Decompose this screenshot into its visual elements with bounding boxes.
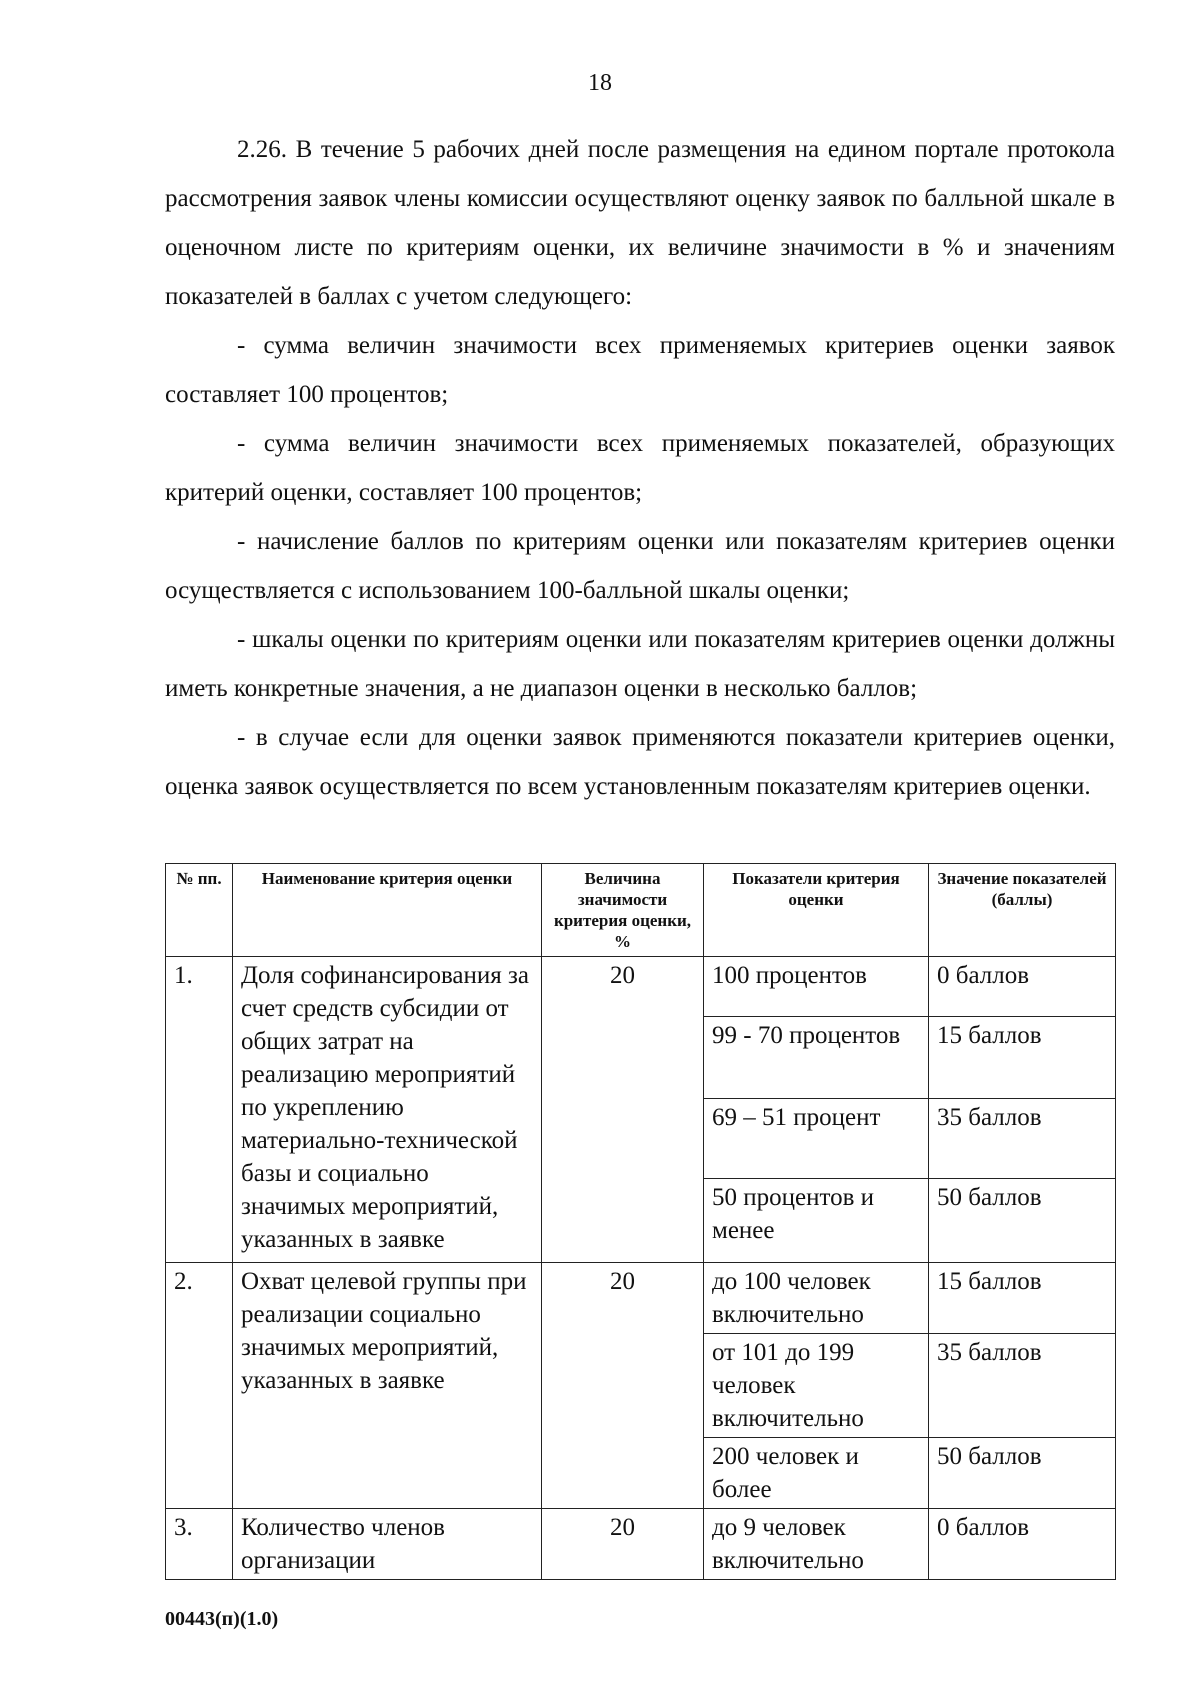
- criterion-2-indicator-1: до 100 человек включительно: [704, 1263, 929, 1334]
- header-weight: Величина значимости критерия оценки, %: [542, 864, 704, 957]
- criterion-1-score-2: 15 баллов: [929, 1017, 1116, 1099]
- criterion-1-name: Доля софинансирования за счет средств субсидии от общих затрат на реализацию мероприятий по укреплению материально-технической базы и социально значимых мероприятий, указанных в заявке: [233, 957, 542, 1263]
- body-text: [165, 125, 1115, 811]
- criterion-1-indicator-3: 69 – 51 процент: [704, 1099, 929, 1179]
- criterion-2-weight: 20: [542, 1263, 704, 1509]
- criterion-2-score-3: 50 баллов: [929, 1438, 1116, 1509]
- criterion-2-name: Охват целевой группы при реализации социально значимых мероприятий, указанных в заявке: [233, 1263, 542, 1509]
- document-code: 00443(п)(1.0): [165, 1608, 279, 1630]
- criterion-2-indicator-2: от 101 до 199 человек включительно: [704, 1334, 929, 1438]
- criteria-table: [165, 863, 1116, 1580]
- table-row: [166, 957, 1116, 1017]
- paragraph-bullet-2: - сумма величин значимости всех применяемых показателей, образующих критерий оценки, составляет 100 процентов;: [165, 430, 1115, 506]
- criterion-2-num: 2.: [166, 1263, 233, 1509]
- criterion-1-score-1: 0 баллов: [929, 957, 1116, 1017]
- paragraph-bullet-3: - начисление баллов по критериям оценки или показателям критериев оценки осуществляется с использованием 100-балльной шкалы оценки;: [165, 528, 1115, 604]
- criterion-3-weight: 20: [542, 1509, 704, 1580]
- criterion-3-num: 3.: [166, 1509, 233, 1580]
- paragraph-bullet-4: - шкалы оценки по критериям оценки или показателям критериев оценки должны иметь конкретные значения, а не диапазон оценки в несколько баллов;: [165, 626, 1115, 702]
- paragraph-2-26: 2.26. В течение 5 рабочих дней после размещения на едином портале протокола рассмотрения заявок члены комиссии осуществляют оценку заявок по балльной шкале в оценочном листе по критериям оценки, их величине значимости в % и значениям показателей в баллах с учетом следующего:: [165, 136, 1115, 310]
- header-score: Значение показателей (баллы): [929, 864, 1116, 957]
- criterion-3-indicator-1: до 9 человек включительно: [704, 1509, 929, 1580]
- table-row: [166, 1509, 1116, 1580]
- criterion-1-score-4: 50 баллов: [929, 1179, 1116, 1263]
- criterion-1-indicator-1: 100 процентов: [704, 957, 929, 1017]
- paragraph-bullet-1: - сумма величин значимости всех применяемых критериев оценки заявок составляет 100 процентов;: [165, 332, 1115, 408]
- paragraph-bullet-5: - в случае если для оценки заявок применяются показатели критериев оценки, оценка заявок осуществляется по всем установленным показателям критериев оценки.: [165, 724, 1115, 800]
- criterion-1-weight: 20: [542, 957, 704, 1263]
- table-header-row: [166, 864, 1116, 957]
- page-number: 18: [588, 70, 612, 96]
- criterion-3-name: Количество членов организации: [233, 1509, 542, 1580]
- header-indicators: Показатели критерия оценки: [704, 864, 929, 957]
- table-row: [166, 1263, 1116, 1334]
- criterion-3-score-1: 0 баллов: [929, 1509, 1116, 1580]
- criterion-1-indicator-2: 99 - 70 процентов: [704, 1017, 929, 1099]
- criterion-2-indicator-3: 200 человек и более: [704, 1438, 929, 1509]
- header-criterion-name: Наименование критерия оценки: [233, 864, 542, 957]
- criterion-1-indicator-4: 50 процентов и менее: [704, 1179, 929, 1263]
- criterion-2-score-1: 15 баллов: [929, 1263, 1116, 1334]
- criterion-2-score-2: 35 баллов: [929, 1334, 1116, 1438]
- header-num: № пп.: [166, 864, 233, 957]
- criterion-1-num: 1.: [166, 957, 233, 1263]
- criterion-1-score-3: 35 баллов: [929, 1099, 1116, 1179]
